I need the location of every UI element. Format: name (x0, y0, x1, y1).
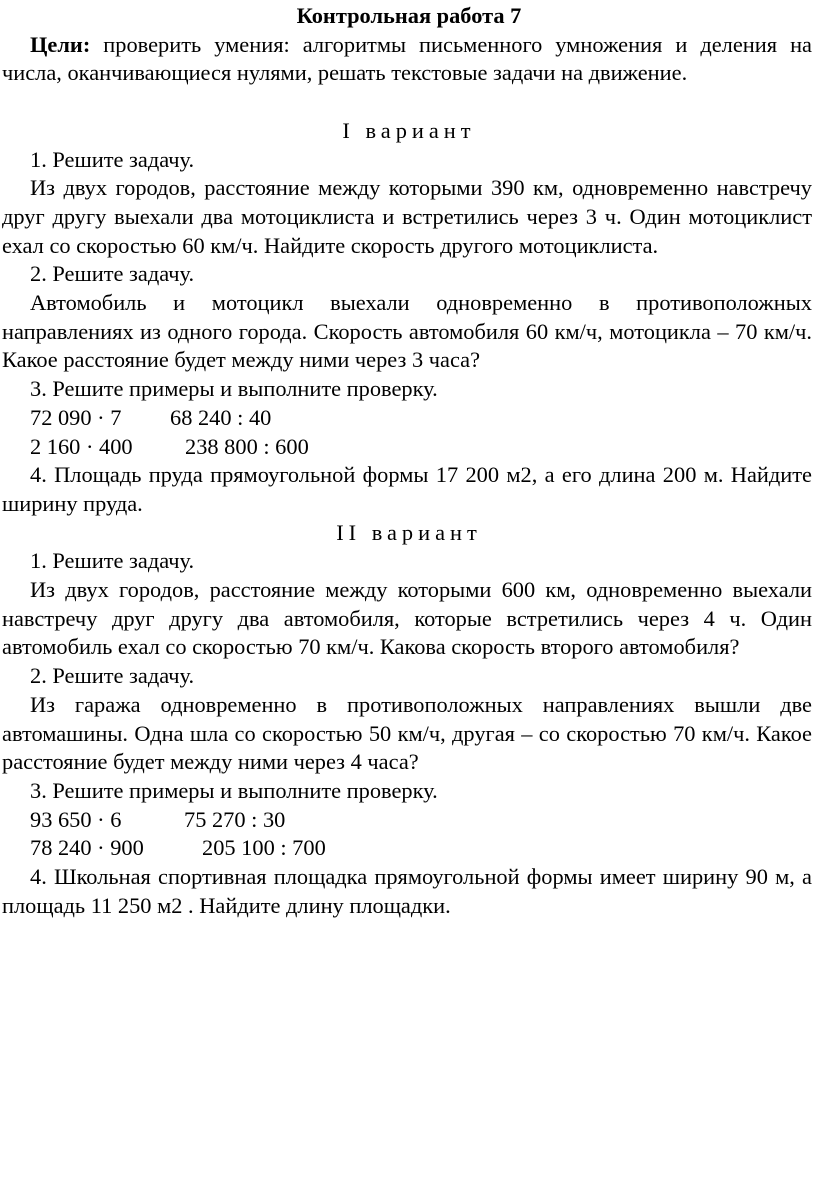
variant-2-example-1a: 93 650 · 6 (30, 806, 122, 832)
variant-1-example-2a: 2 160 · 400 (30, 433, 133, 459)
variant-2-example-2b: 205 100 : 700 (202, 835, 326, 861)
variant-2-example-1b: 75 270 : 30 (184, 806, 286, 832)
variant-1-task-4-text: 4. Площадь пруда прямоугольной формы 17 200 м2, а его длина 200 м. Найдите ширину пруда. (2, 462, 812, 516)
variant-2-task-2-title: 2. Решите задачу. (30, 663, 195, 689)
variant-2-example-row-2 (2, 834, 812, 863)
variant-1-example-1a: 72 090 · 7 (30, 404, 122, 430)
goals-text: проверить умения: алгоритмы письменного умножения и деления на числа, оканчивающиеся нулями, решать текстовые задачи на движение. (2, 31, 812, 86)
variant-1-task-2-text: Автомобиль и мотоцикл выехали одновременно в противоположных направлениях из одного города. Скорость автомобиля 60 км/ч, мотоцикла – 70 км/ч. Какое расстояние будет между ними через 3 часа? (2, 290, 812, 373)
variant-2-task-2-text: Из гаража одновременно в противоположных направлениях вышли две автомашины. Одна шла со скоростью 50 км/ч, другая – со скоростью 70 км/ч. Какое расстояние будет между ними через 4 часа? (2, 691, 812, 775)
variant-1-example-row-1 (2, 404, 812, 433)
blank-line (2, 88, 812, 117)
variant-1-task-1-text: Из двух городов, расстояние между которыми 390 км, одновременно навстречу друг другу выехали два мотоциклиста и встретились через 3 ч. Один мотоциклист ехал со скоростью 60 км/ч. Найдите скорость другого мотоциклиста. (2, 175, 812, 258)
variant-2-task-1-title: 1. Решите задачу. (30, 548, 195, 574)
variant-1-task-2-title: 2. Решите задачу. (30, 261, 195, 287)
variant-1-example-2b: 238 800 : 600 (185, 433, 309, 459)
variant-2-task-3-title: 3. Решите примеры и выполните проверку. (30, 777, 438, 803)
variant-1-task-1-title: 1. Решите задачу. (30, 146, 195, 172)
variant-2-heading: II вариант (336, 519, 482, 545)
variant-1 (2, 117, 812, 519)
variant-1-example-row-2 (2, 433, 812, 462)
page-title: Контрольная работа 7 (296, 3, 522, 28)
variant-2-task-4-text: 4. Школьная спортивная площадка прямоугольной формы имеет ширину 90 м, а площадь 11 250 м2 . Найдите длину площадки. (2, 864, 812, 918)
variant-2-example-row-1 (2, 806, 812, 835)
variant-2-task-1-text: Из двух городов, расстояние между которыми 600 км, одновременно выехали навстречу друг другу два автомобиля, которые встретились через 4 ч. Один автомобиль ехал со скоростью 70 км/ч. Какова скорость второго автомобиля? (2, 577, 812, 660)
variant-1-task-3-title: 3. Решите примеры и выполните проверку. (30, 376, 438, 402)
variant-1-example-1b: 68 240 : 40 (170, 404, 272, 430)
variant-1-heading: I вариант (342, 117, 476, 143)
goals-paragraph (2, 31, 812, 88)
document-content (2, 2, 812, 920)
goals-label: Цели: (30, 31, 91, 57)
variant-2 (2, 519, 812, 921)
variant-2-example-2a: 78 240 · 900 (30, 835, 144, 861)
